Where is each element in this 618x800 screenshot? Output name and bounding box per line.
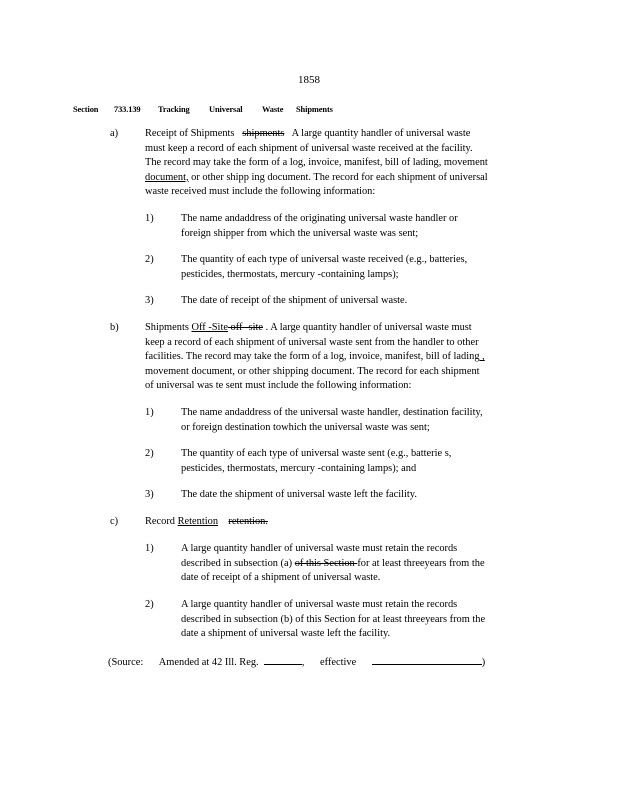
text-line [181, 557, 485, 572]
text-line [145, 127, 488, 142]
item-label: 2) [145, 254, 154, 265]
list-item [181, 598, 485, 642]
subsection-label: c) [110, 516, 119, 527]
source-note [108, 654, 485, 671]
text-line: The date the shipment of universal waste left the facility. [181, 489, 417, 500]
list-item [181, 294, 407, 309]
subsection-heading: Record [145, 516, 178, 527]
text-line: or foreign destination towhich the universal waste was sent; [181, 421, 430, 433]
deleted-text: retention. [228, 516, 268, 527]
section-title-word: Shipments [296, 105, 333, 114]
inserted-text: document, [145, 171, 189, 183]
text-line: must keep a record of each shipment of universal waste received at the facility. [145, 142, 473, 154]
list-item [181, 488, 417, 503]
subsection-a-text [145, 127, 488, 200]
list-item [181, 406, 483, 435]
text-line: A large quantity handler of universal waste must retain the records [181, 543, 458, 554]
deleted-text: off -site [227, 322, 263, 333]
text-line [145, 171, 488, 186]
text-fragment: for at least threeyears from the [357, 557, 485, 569]
text-line: The record may take the form of a log, invoice, manifest, bill of lading, movement [145, 157, 488, 169]
text-line: pesticides, thermostats, mercury -containing lamps); [181, 268, 399, 280]
subsection-c-text [145, 515, 268, 530]
subsection-b-text [145, 321, 485, 394]
text-line: The quantity of each type of universal waste sent (e.g., batterie s, [181, 448, 452, 459]
text-line: pesticides, thermostats, mercury -containing lamps); and [181, 462, 417, 474]
list-item [181, 542, 485, 586]
inserted-text: Retention [177, 516, 219, 527]
page-number: 1858 [298, 74, 320, 86]
text-fragment: . A large quantity handler of universal waste must [262, 322, 472, 333]
register-page-blank [264, 654, 302, 665]
inserted-text: , [479, 351, 485, 363]
subsection-heading: Shipments [145, 322, 192, 333]
item-label: 1) [145, 407, 154, 418]
text-line [145, 515, 268, 530]
text-line: foreign shipper from which the universal waste was sent; [181, 227, 419, 239]
item-label: 3) [145, 295, 154, 306]
text-line: keep a record of each shipment of universal waste sent from the handler to other [145, 336, 479, 348]
item-label: 2) [145, 448, 154, 459]
section-title-word: Universal [209, 105, 243, 114]
source-label: (Source: [108, 657, 144, 668]
subsection-heading: Receipt of Shipments [145, 128, 235, 139]
subsection-label: b) [110, 322, 119, 333]
deleted-text: of this Section [294, 557, 358, 569]
section-title-word: Tracking [158, 105, 190, 114]
deleted-text: shipments [242, 128, 285, 139]
section-title-word: Waste [262, 105, 284, 114]
text-line: waste received must include the following information: [145, 186, 376, 198]
text-line [145, 350, 485, 365]
section-word: Section [73, 105, 99, 114]
list-item [181, 253, 467, 282]
source-effective-label: effective [320, 657, 357, 668]
text-line: movement document, or other shipping document. The record for each shipment [145, 365, 480, 377]
text-line: The name andaddress of the originating universal waste handler or [181, 213, 458, 224]
text-fragment: facilities. The record may take the form of a log, invoice, manifest, bill of lading [145, 351, 480, 363]
text-line: described in subsection (b) of this Section for at least threeyears from the [181, 613, 486, 625]
list-item [181, 212, 458, 241]
text-line: date a shipment of universal waste left the facility. [181, 628, 391, 640]
item-label: 1) [145, 543, 154, 554]
text-line [145, 321, 485, 336]
source-close: ) [481, 657, 486, 668]
inserted-text: Off -Site [191, 322, 228, 333]
text-line: date of receipt of a shipment of universal waste. [181, 572, 381, 584]
text-fragment: A large quantity handler of universal waste [289, 128, 471, 139]
text-fragment: described in subsection (a) [181, 557, 295, 569]
text-line: The date of receipt of the shipment of universal waste. [181, 295, 408, 306]
item-label: 2) [145, 599, 154, 610]
text-line: The quantity of each type of universal waste received (e.g., batteries, [181, 254, 468, 265]
source-comma: , [301, 657, 305, 668]
item-label: 3) [145, 489, 154, 500]
text-fragment: or other shipp ing document. The record for each shipment of universal [188, 171, 488, 183]
subsection-label: a) [110, 128, 119, 139]
text-line: The name andaddress of the universal waste handler, destination facility, [181, 407, 483, 418]
text-line: of universal was te sent must include the following information: [145, 380, 412, 392]
item-label: 1) [145, 213, 154, 224]
source-amended-text: Amended at 42 Ill. Reg. [158, 657, 259, 668]
list-item [181, 447, 451, 476]
section-number: 733.139 [114, 105, 141, 114]
effective-date-blank [372, 654, 482, 665]
text-line: A large quantity handler of universal waste must retain the records [181, 599, 458, 610]
